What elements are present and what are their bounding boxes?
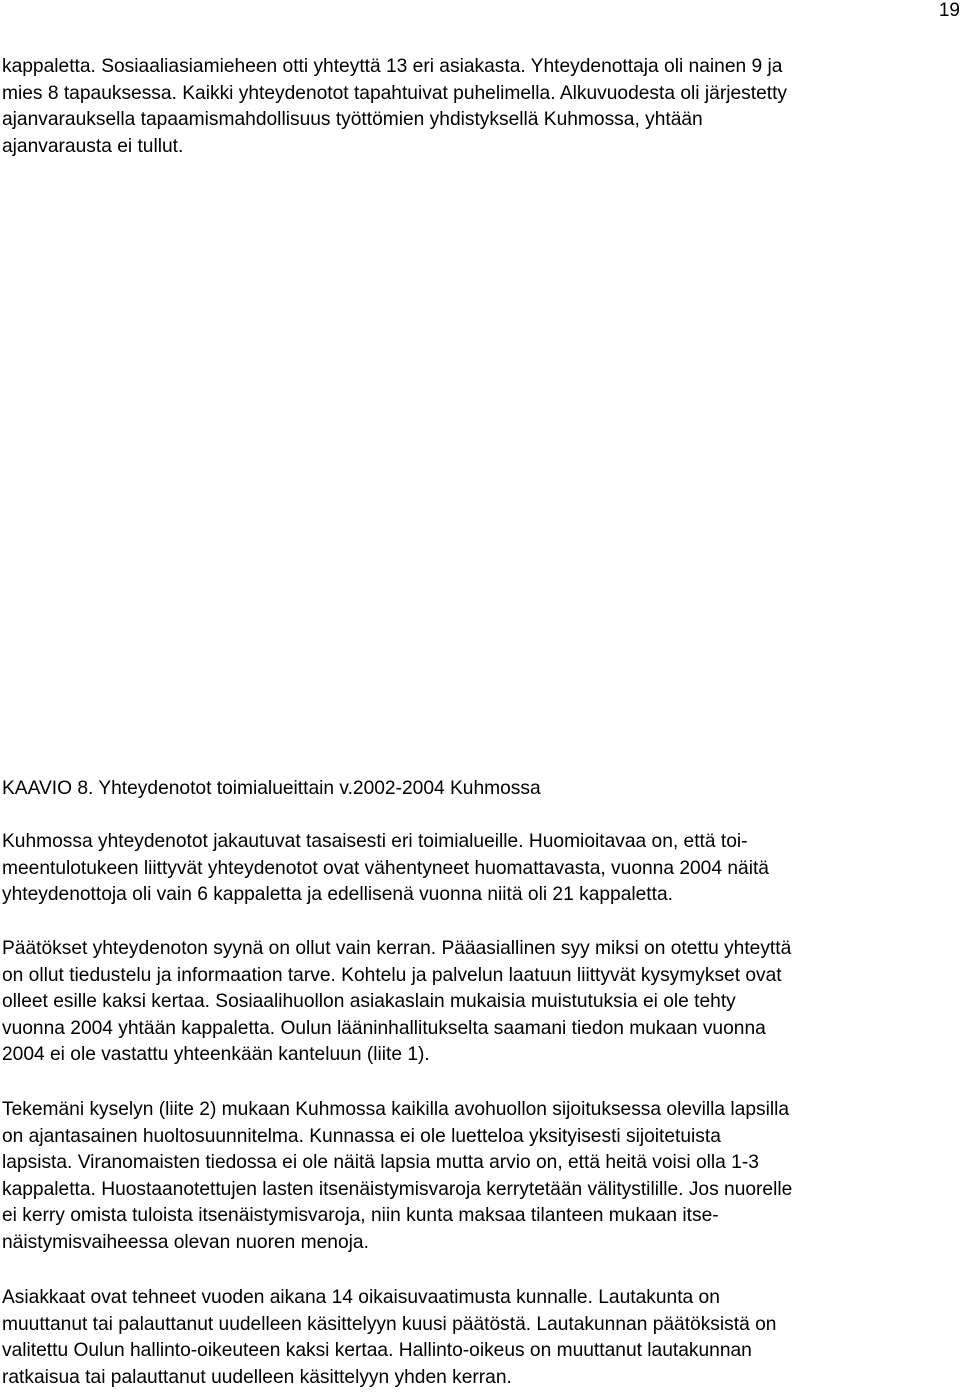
text-line: Päätökset yhteydenoton syynä on ollut vain kerran. Pääasiallinen syy miksi on otettu yhteyttä — [2, 938, 792, 959]
text-line: lapsista. Viranomaisten tiedossa ei ole näitä lapsia mutta arvio on, että heitä voisi olla 1-3 — [2, 1152, 759, 1173]
text-line: Asiakkaat ovat tehneet vuoden aikana 14 oikaisuvaatimusta kunnalle. Lautakunta on — [2, 1287, 720, 1308]
text-line: Kuhmossa yhteydenotot jakautuvat tasaisesti eri toimialueille. Huomioitavaa on, että toi- — [2, 831, 748, 852]
paragraph-distribution — [2, 829, 956, 909]
text-line: vuonna 2004 yhtään kappaletta. Oulun lääninhallitukselta saamani tiedon mukaan vuonna — [2, 1017, 766, 1039]
text-line: olleet esille kaksi kertaa. Sosiaalihuollon asiakaslain mukaisia muistutuksia ei ole tehty — [2, 991, 736, 1012]
text-line: kappaletta. Huostaanotettujen lasten itsenäistymisvaroja kerrytetään välitystilille. Jos nuorelle — [2, 1178, 793, 1200]
text-line: meentulotukeen liittyvät yhteydenotot ovat vähentyneet huomattavasta, vuonna 2004 näitä — [2, 857, 769, 879]
text-line: kappaletta. Sosiaaliasiamieheen otti yhteyttä 13 eri asiakasta. Yhteydenottaja oli nainen 9 ja — [2, 56, 783, 77]
text-line: Tekemäni kyselyn (liite 2) mukaan Kuhmossa kaikilla avohuollon sijoituksessa olevilla lapsilla — [2, 1099, 790, 1120]
text-line: yhteydenottoja oli vain 6 kappaletta ja edellisenä vuonna niitä oli 21 kappaletta. — [2, 884, 673, 905]
text-line: muuttanut tai palauttanut uudelleen käsittelyyn kuusi päätöstä. Lautakunnan päätöksistä on — [2, 1313, 777, 1335]
paragraph-survey — [2, 1097, 956, 1256]
text-line: valitettu Oulun hallinto-oikeuteen kaksi kertaa. Hallinto-oikeus on muuttanut lautakunnan — [2, 1340, 752, 1361]
text-line: ajanvarauksella tapaamismahdollisuus työttömien yhdistyksellä Kuhmossa, yhtään — [2, 109, 703, 130]
text-line: on ajantasainen huoltosuunnitelma. Kunnassa ei ole luetteloa yksityisesti sijoitetuista — [2, 1125, 721, 1147]
text-line: ratkaisua tai palauttanut uudelleen käsittelyyn yhden kerran. — [2, 1366, 512, 1388]
text-line: ei kerry omista tuloista itsenäistymisvaroja, niin kunta maksaa tilanteen mukaan itse- — [2, 1205, 719, 1226]
text-line: 2004 ei ole vastattu yhteenkään kanteluun (liite 1). — [2, 1044, 430, 1065]
text-line: ajanvarausta ei tullut. — [2, 135, 184, 157]
figure-caption — [2, 776, 956, 803]
paragraph-appeals — [2, 1285, 956, 1391]
text-line: on ollut tiedustelu ja informaation tarve. Kohtelu ja palvelun laatuun liittyvät kysymykset ovat — [2, 964, 782, 986]
intro-paragraph — [2, 54, 956, 160]
page-number: 19 — [938, 0, 960, 21]
caption-text: KAAVIO 8. Yhteydenotot toimialueittain v.2002-2004 Kuhmossa — [2, 778, 541, 799]
text-line: mies 8 tapauksessa. Kaikki yhteydenotot tapahtuivat puhelimella. Alkuvuodesta oli järjestetty — [2, 82, 788, 104]
paragraph-decisions — [2, 936, 956, 1069]
text-line: näistymisvaiheessa olevan nuoren menoja. — [2, 1231, 369, 1253]
